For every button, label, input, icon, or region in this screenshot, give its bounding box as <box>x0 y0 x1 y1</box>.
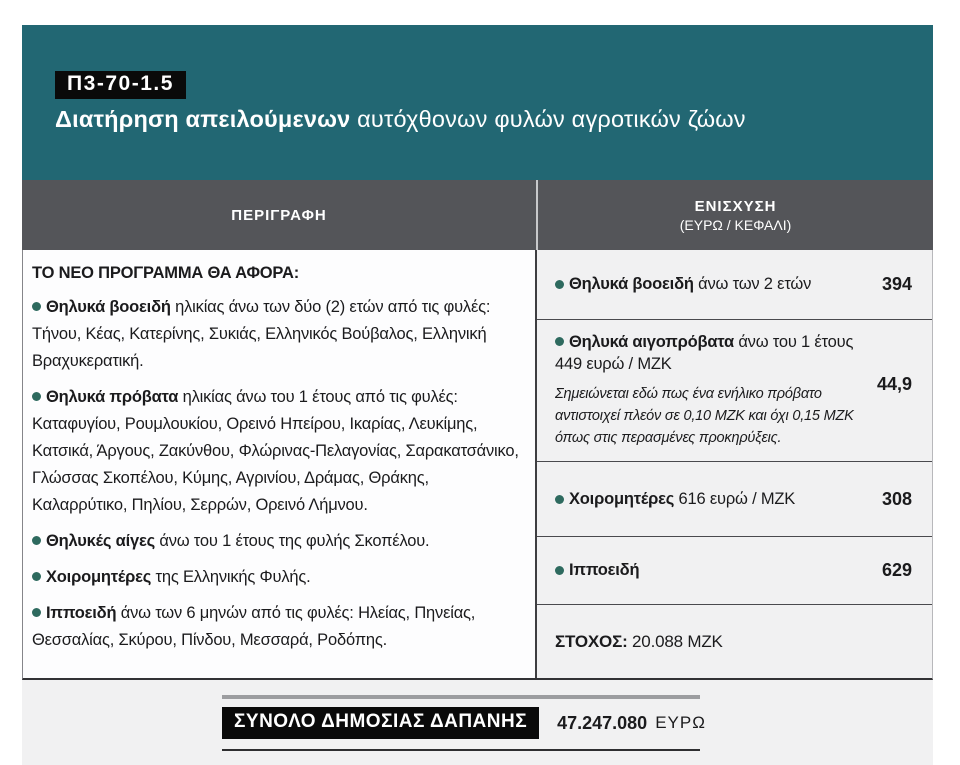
row-label <box>555 333 912 352</box>
row-value: 308 <box>881 488 912 509</box>
page-title-rest: αυτόχθονων φυλών αγροτικών ζώων <box>350 106 746 132</box>
row-label-text: 616 ευρώ / ΜΖΚ <box>674 489 796 508</box>
page-title <box>55 106 913 133</box>
list-item-lead: Θηλυκές αίγες <box>46 532 155 550</box>
row-label-lead: Ιπποειδή <box>569 561 640 579</box>
description-heading: ΤΟ ΝΕΟ ΠΡΟΓΡΑΜΜΑ ΘΑ ΑΦΟΡΑ: <box>32 264 300 282</box>
goal-value: 20.088 ΜΖΚ <box>627 631 723 651</box>
column-header-support-title: ΕΝΙΣΧΥΣΗ <box>694 197 777 215</box>
bullet-dot-icon <box>555 495 564 504</box>
row-rate: 449 ευρώ / ΜΖΚ <box>555 355 672 373</box>
bullet-dot-icon <box>555 337 564 346</box>
table-row <box>537 537 932 605</box>
total-expense-badge: ΣΥΝΟΛΟ ΔΗΜΟΣΙΑΣ ΔΑΠΑΝΗΣ <box>222 707 539 739</box>
bullet-dot-icon <box>32 392 41 401</box>
row-label <box>569 490 795 509</box>
list-item-text: της Ελληνικής Φυλής. <box>151 568 311 586</box>
row-label-lead: Θηλυκά αιγοπρόβατα <box>569 333 734 351</box>
list-item-text: ηλικίας άνω των δύο (2) ετών από τις φυλές: Τήνου, Κέας, Κατερίνης, Συκιάς, Ελληνικός Βούβαλος, Ελληνική Βραχυκερατική. <box>32 298 491 370</box>
row-note: Σημειώνεται εδώ πως ένα ενήλικο πρόβατο αντιστοιχεί πλεόν σε 0,10 ΜΖΚ και όχι 0,15 ΜΖΚ όπως στις περασμένες προκηρύξεις. <box>555 386 854 446</box>
column-header-description: ΠΕΡΙΓΡΑΦΗ <box>231 206 327 224</box>
table-row <box>537 462 932 537</box>
list-item-lead: Ιπποειδή <box>46 604 117 622</box>
list-item-lead: Χοιρομητέρες <box>46 568 152 586</box>
goal-text <box>555 632 723 652</box>
teal-header <box>22 25 933 180</box>
support-column <box>537 250 932 678</box>
row-label-text: άνω του 1 έτους <box>733 333 854 351</box>
list-item-text: ηλικίας άνω του 1 έτους από τις φυλές: Καταφυγίου, Ρουμλουκίου, Ορεινό Ηπείρου, Ικαρίας, Λευκίμης, Κατσικά, Άργους, Ζακύνθου, Φλώρινας-Πελαγονίας, Σαρακατσάνικο, Γλώσσας Σκοπέλου, Κύμης, Αγρινίου, Δράμας, Θράκης, Καλαρρύτικο, Πηλίου, Σερρών, Ορεινό Λήμνου. <box>32 388 519 514</box>
bullet-dot-icon <box>32 608 41 617</box>
bullet-dot-icon <box>555 566 564 575</box>
infographic-panel <box>22 25 933 765</box>
row-value: 44,9 <box>876 374 912 394</box>
list-item-text: άνω του 1 έτους της φυλής Σκοπέλου. <box>154 532 430 550</box>
bullet-dot-icon <box>32 302 41 311</box>
row-label <box>569 275 811 294</box>
list-item <box>32 294 521 375</box>
bullet-dot-icon <box>32 536 41 545</box>
row-value: 394 <box>881 274 912 294</box>
table-body <box>22 250 933 680</box>
total-expense-amount: 47.247.080 <box>557 712 648 733</box>
description-cell <box>23 250 537 678</box>
column-header-support <box>536 180 933 250</box>
row-label-text: άνω των 2 ετών <box>693 275 812 293</box>
total-expense-bar <box>222 695 706 751</box>
table-header-row <box>22 180 933 250</box>
page-title-bold: Διατήρηση απειλούμενων <box>55 106 351 132</box>
row-value: 629 <box>881 560 912 580</box>
table-row <box>537 320 932 462</box>
goal-label: ΣΤΟΧΟΣ: <box>555 631 628 651</box>
list-item-lead: Θηλυκά βοοειδή <box>46 298 171 316</box>
column-header-support-unit: (ΕΥΡΩ / ΚΕΦΑΛΙ) <box>679 216 792 233</box>
list-item <box>32 564 521 591</box>
row-label-lead: Χοιρομητέρες <box>569 489 675 508</box>
list-item <box>32 600 521 654</box>
bullet-dot-icon <box>555 280 564 289</box>
table-row <box>537 250 932 320</box>
total-expense-currency: ΕΥΡΩ <box>655 713 706 732</box>
measure-code-badge: Π3-70-1.5 <box>55 71 186 99</box>
bullet-dot-icon <box>32 572 41 581</box>
goal-row <box>537 605 932 678</box>
list-item-lead: Θηλυκά πρόβατα <box>46 388 179 406</box>
list-item <box>32 528 521 555</box>
row-label-lead: Θηλυκά βοοειδή <box>569 275 694 293</box>
list-item-text: άνω των 6 μηνών από τις φυλές: Ηλείας, Πηνείας, Θεσσαλίας, Σκύρου, Πίνδου, Μεσσαρά, Ροδόπης. <box>32 604 476 649</box>
row-label <box>569 561 639 580</box>
list-item <box>32 384 521 519</box>
